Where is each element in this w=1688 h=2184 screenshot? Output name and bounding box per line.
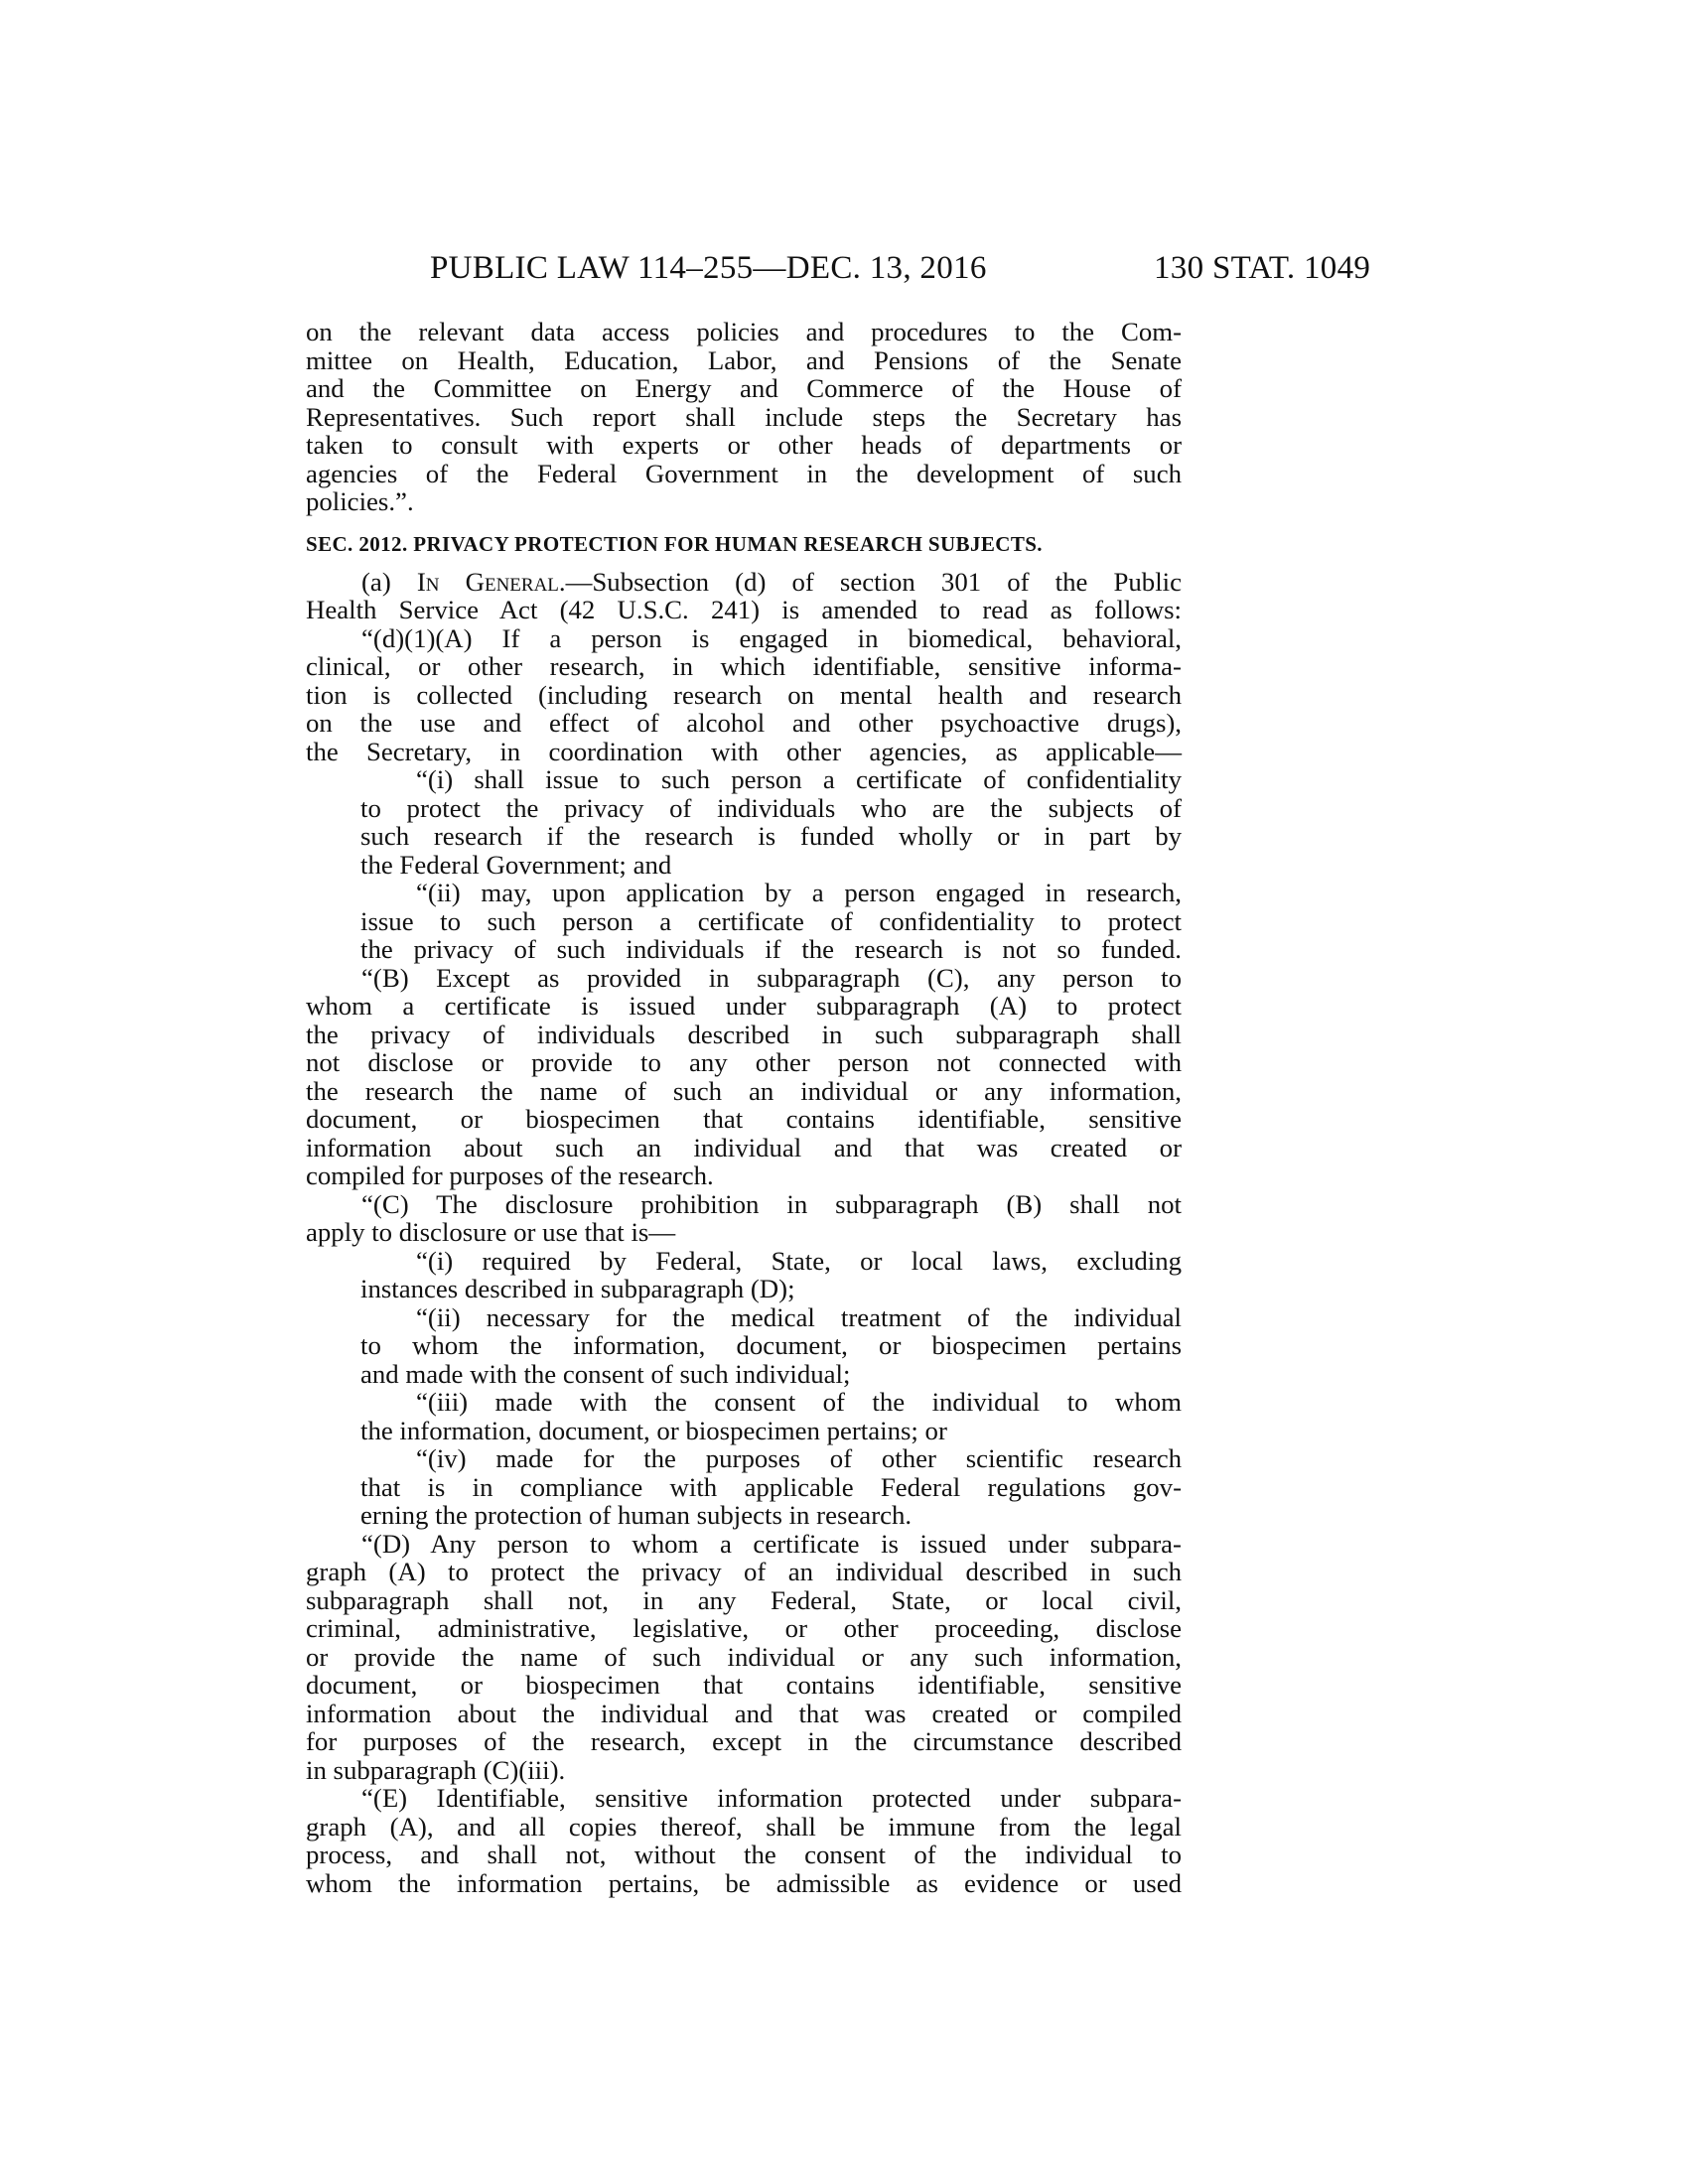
text-line: for purposes of the research, except in the circumstance described: [306, 1726, 1182, 1756]
text-line: “(E) Identifiable, sensitive information protected under subpara-: [361, 1783, 1182, 1813]
text-line: on the relevant data access policies and procedures to the Com-: [306, 317, 1182, 346]
text-line: “(B) Except as provided in subparagraph (C), any person to: [361, 962, 1182, 993]
text-line: whom the information pertains, be admissible as evidence or used: [306, 1867, 1182, 1898]
text-line: erning the protection of human subjects in research.: [360, 1500, 913, 1530]
text-line: subparagraph shall not, in any Federal, State, or local civil,: [306, 1584, 1182, 1615]
text-line: the Secretary, in coordination with other agencies, as applicable—: [306, 736, 1182, 766]
text-line: and made with the consent of such individual;: [360, 1358, 851, 1389]
text-line: “(iv) made for the purposes of other scientific research: [416, 1443, 1182, 1473]
text-line: Representatives. Such report shall include steps the Secretary has: [306, 401, 1182, 432]
text-line: apply to disclosure or use that is—: [306, 1217, 676, 1247]
text-line: to protect the privacy of individuals who are the subjects of: [360, 792, 1182, 823]
text-line: “(D) Any person to whom a certificate is issued under subpara-: [361, 1528, 1182, 1559]
text-line: the Federal Government; and: [360, 849, 672, 880]
text-line: graph (A) to protect the privacy of an individual described in such: [306, 1557, 1182, 1586]
text-fragment: .—Subsection (d) of section 301 of the Public: [558, 566, 1182, 597]
text-line: or provide the name of such individual or any such information,: [306, 1641, 1182, 1672]
text-line: the research the name of such an individual or any information,: [306, 1075, 1182, 1106]
section-heading: SEC. 2012. PRIVACY PROTECTION FOR HUMAN RESEARCH SUBJECTS.: [306, 531, 1043, 556]
text-line: graph (A), and all copies thereof, shall be immune from the legal: [306, 1811, 1182, 1842]
text-line: that is in compliance with applicable Federal regulations gov-: [360, 1471, 1182, 1502]
text-line: compiled for purposes of the research.: [306, 1160, 714, 1190]
running-header-stat-page: 130 STAT. 1049: [1154, 250, 1371, 286]
clause-block: [306, 1247, 1182, 1530]
text-line: clinical, or other research, in which identifiable, sensitive informa-: [306, 651, 1182, 681]
text-line: whom a certificate is issued under subparagraph (A) to protect: [306, 991, 1182, 1021]
text-line: “(i) required by Federal, State, or local laws, excluding: [416, 1245, 1182, 1276]
text-line: Health Service Act (42 U.S.C. 241) is amended to read as follows:: [306, 595, 1182, 624]
text-line: mittee on Health, Education, Labor, and Pensions of the Senate: [306, 344, 1182, 375]
text-line: the information, document, or biospecimen pertains; or: [360, 1415, 947, 1445]
text-line: process, and shall not, without the consent of the individual to: [306, 1840, 1182, 1869]
text-line: tion is collected (including research on mental health and research: [306, 679, 1182, 710]
subsection-heading: In General: [416, 566, 559, 597]
text-line: the privacy of such individuals if the research is not so funded.: [360, 934, 1182, 964]
text-line: taken to consult with experts or other heads of departments or: [306, 430, 1182, 460]
text-line: and the Committee on Energy and Commerce of the House of: [306, 373, 1182, 403]
text-line: the privacy of individuals described in such subparagraph shall: [306, 1019, 1182, 1049]
clause-block: [306, 765, 1182, 964]
text-line: issue to such person a certificate of confidentiality to protect: [360, 905, 1182, 936]
text-line: “(d)(1)(A) If a person is engaged in biomedical, behavioral,: [361, 622, 1182, 653]
subsection-label: (a): [361, 566, 417, 597]
text-line: on the use and effect of alcohol and other psychoactive drugs),: [306, 708, 1182, 738]
running-header-law: PUBLIC LAW 114–255—DEC. 13, 2016: [430, 250, 987, 286]
text-line: instances described in subparagraph (D);: [360, 1274, 795, 1303]
text-line: “(C) The disclosure prohibition in subparagraph (B) shall not: [361, 1188, 1182, 1219]
text-line: in subparagraph (C)(iii).: [306, 1754, 566, 1785]
text-line: “(ii) may, upon application by a person engaged in research,: [416, 878, 1182, 907]
text-line: not disclose or provide to any other person not connected with: [306, 1047, 1182, 1077]
text-line: policies.”.: [306, 486, 414, 516]
text-line: “(ii) necessary for the medical treatment of the individual: [416, 1301, 1182, 1332]
text-line: document, or biospecimen that contains identifiable, sensitive: [306, 1104, 1182, 1134]
text-line: criminal, administrative, legislative, or other proceeding, disclose: [306, 1613, 1182, 1643]
text-line: such research if the research is funded wholly or in part by: [360, 821, 1182, 851]
text-line: to whom the information, document, or biospecimen pertains: [360, 1330, 1182, 1360]
text-line: [306, 568, 1182, 597]
text-line: “(i) shall issue to such person a certificate of confidentiality: [416, 764, 1182, 794]
text-line: information about such an individual and that was created or: [306, 1132, 1182, 1162]
text-line: information about the individual and that was created or compiled: [306, 1698, 1182, 1728]
text-line: agencies of the Federal Government in the development of such: [306, 458, 1182, 488]
text-line: document, or biospecimen that contains identifiable, sensitive: [306, 1670, 1182, 1700]
text-line: “(iii) made with the consent of the individual to whom: [416, 1387, 1182, 1417]
document-body: [306, 318, 1182, 1897]
